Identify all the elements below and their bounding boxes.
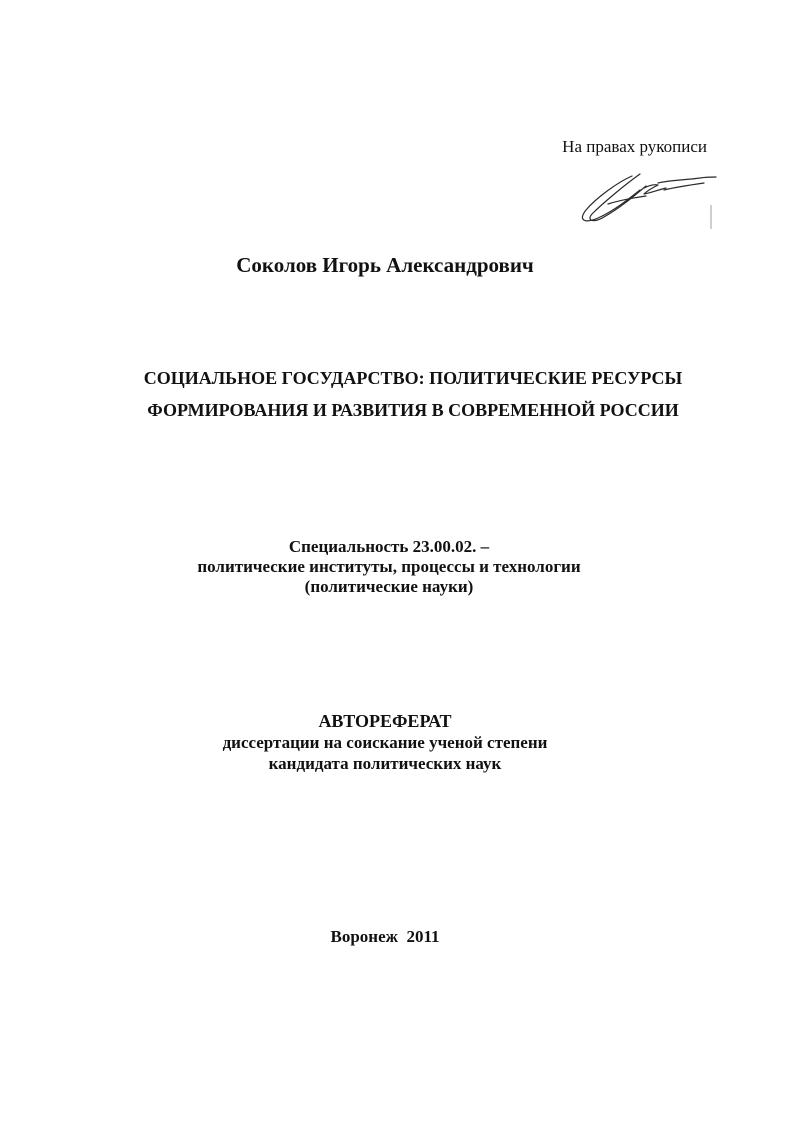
place-and-year: Воронеж 2011 bbox=[330, 927, 440, 946]
abstract-label: АВТОРЕФЕРАТ bbox=[318, 711, 452, 731]
scan-edge-mark bbox=[710, 205, 712, 229]
specialty-field: (политические науки) bbox=[304, 577, 474, 596]
author-signature bbox=[574, 168, 720, 230]
specialty-block bbox=[0, 537, 778, 597]
author-name: Соколов Игорь Александрович bbox=[236, 253, 534, 277]
title-line-1: СОЦИАЛЬНОЕ ГОСУДАРСТВО: ПОЛИТИЧЕСКИЕ РЕСУРСЫ bbox=[143, 368, 683, 388]
abstract-block bbox=[0, 710, 770, 774]
dissertation-title bbox=[0, 362, 800, 426]
abstract-line-1: диссертации на соискание ученой степени bbox=[222, 733, 548, 752]
abstract-line-2: кандидата политических наук bbox=[268, 754, 502, 773]
specialty-code: Специальность 23.00.02. – bbox=[288, 537, 490, 556]
manuscript-note: На правах рукописи bbox=[562, 137, 707, 156]
specialty-name: политические институты, процессы и технологии bbox=[197, 557, 581, 576]
title-line-2: ФОРМИРОВАНИЯ И РАЗВИТИЯ В СОВРЕМЕННОЙ РОССИИ bbox=[147, 400, 679, 420]
